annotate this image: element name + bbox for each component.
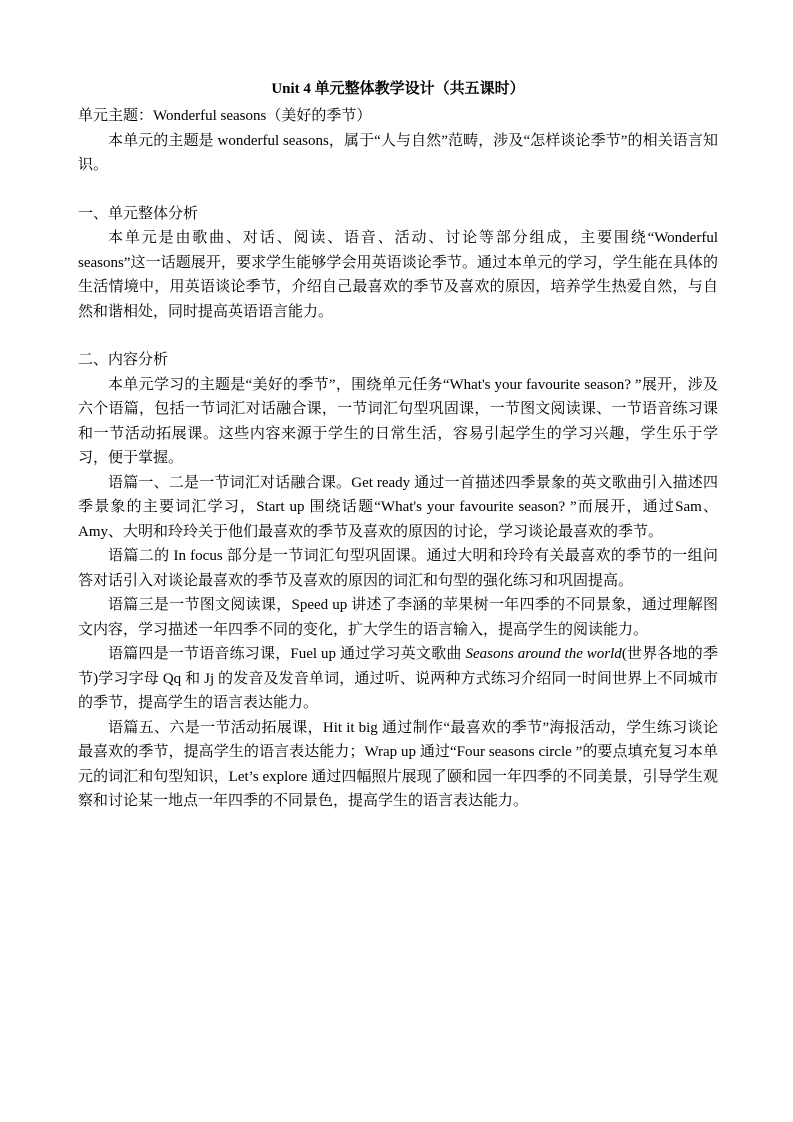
section1-paragraph: 本单元是由歌曲、对话、阅读、语音、活动、讨论等部分组成，主要围绕“Wonderful seasons”这一话题展开，要求学生能够学会用英语谈论季节。通过本单元的学习，学生能在具体的生活情境中，用英语谈论季节，介绍自己最喜欢的季节及喜欢的原因，培养学生热爱自然，与自然和谐相处，同时提高英语语言能力。 — [78, 230, 718, 320]
paragraph-5-lead: 语篇四是一节语音练习课，Fuel up 通过学习英文歌曲 — [108, 646, 466, 662]
document-body — [78, 78, 718, 814]
section2-paragraph-6: 语篇五、六是一节活动拓展课，Hit it big 通过制作“最喜欢的季节”海报活动，学生练习谈论最喜欢的季节，提高学生的语言表达能力；Wrap up 通过“Four seasons circle ”的要点填充复习本单元的词汇和句型知识，Let’s explore 通过四幅照片展现了颐和园一年四季的不同美景，引导学生观察和讨论某一地点一年四季的不同景色，提高学生的语言表达能力。 — [78, 719, 718, 809]
song-title: Seasons around the world — [465, 646, 622, 662]
section2-paragraph-5 — [78, 642, 718, 716]
section2-paragraph-3: 语篇二的 In focus 部分是一节词汇句型巩固课。通过大明和玲玲有关最喜欢的季节的一组问答对话引入对谈论最喜欢的季节及喜欢的原因的词汇和句型的强化练习和巩固提高。 — [78, 548, 718, 589]
intro-paragraph: 本单元的主题是 wonderful seasons，属于“人与自然”范畴，涉及“怎样谈论季节”的相关语言知识。 — [78, 132, 718, 173]
section2-paragraph-4: 语篇三是一节图文阅读课，Speed up 讲述了李涵的苹果树一年四季的不同景象，通过理解图文内容，学习描述一年四季不同的变化，扩大学生的语言输入，提高学生的阅读能力。 — [78, 597, 718, 638]
unit-theme-line: 单元主题：Wonderful seasons（美好的季节） — [78, 108, 372, 124]
section1-heading: 一、单元整体分析 — [78, 205, 199, 222]
document-title: Unit 4 单元整体教学设计（共五课时） — [271, 81, 525, 97]
section2-paragraph-2: 语篇一、二是一节词汇对话融合课。Get ready 通过一首描述四季景象的英文歌曲引入描述四季景象的主要词汇学习，Start up 围绕话题“What's your favourite season? ”而展开，通过Sam、Amy、大明和玲玲关于他们最喜欢的季节及喜欢的原因的讨论，学习谈论最喜欢的季节。 — [78, 474, 718, 540]
section2-paragraph-1: 本单元学习的主题是“美好的季节”，围绕单元任务“What's your favourite season? ”展开，涉及六个语篇，包括一节词汇对话融合课，一节词汇句型巩固课，一节图文阅读课、一节语音练习课和一节活动拓展课。这些内容来源于学生的日常生活，容易引起学生的学习兴趣，学生乐于学习，便于掌握。 — [78, 376, 718, 466]
section2-heading: 二、内容分析 — [78, 352, 169, 368]
paragraph-5-rest: (世界各地的季节)学习字母 Qq 和 Jj 的发音及发音单词，通过听、说两种方式练习介绍同一时间世界上不同城市的季节，提高学生的语言表达能力。 — [78, 646, 719, 711]
